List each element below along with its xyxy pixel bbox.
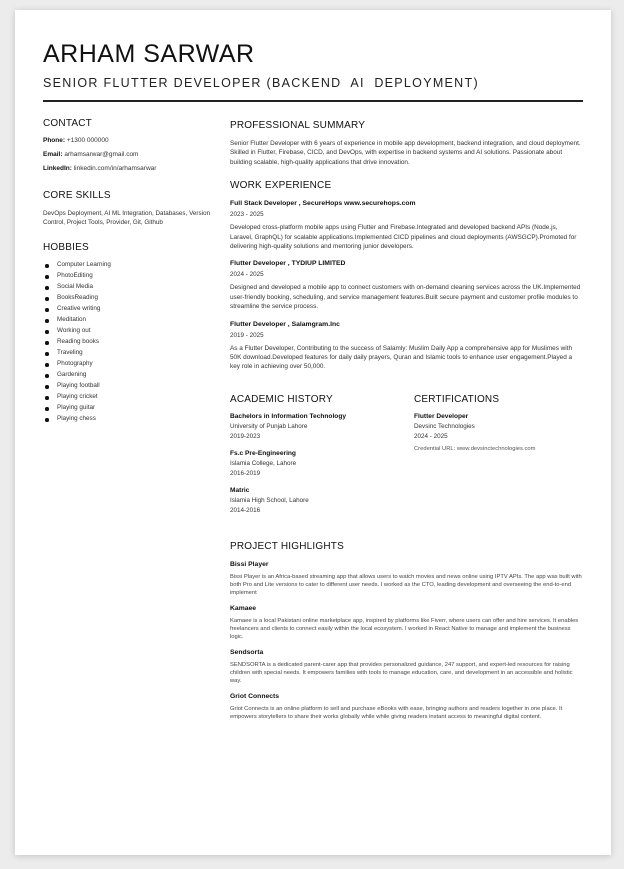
project-name: Kamaee <box>230 604 257 612</box>
hobby-label: Playing cricket <box>57 393 98 400</box>
bullet-icon <box>45 396 49 400</box>
contact-linkedin <box>43 165 218 172</box>
project-description: Kamaee is a local Pakistani online marketplace app, inspired by platforms like Fiverr, where users can offer and hire services. It enables freelancers and clients to connect easily within the local ecosystem. I worked in React Native to manage and implement the business logic. <box>230 617 579 640</box>
bullet-icon <box>45 418 49 422</box>
hobby-label: BooksReading <box>57 294 98 301</box>
project-name: Griot Connects <box>230 692 280 700</box>
degree-name: Matric <box>230 486 250 494</box>
bullet-icon <box>45 374 49 378</box>
school-name: University of Punjab Lahore <box>230 422 308 430</box>
education-dates: 2014-2016 <box>230 506 261 514</box>
skills-heading: CORE SKILLS <box>43 190 111 201</box>
right-column <box>230 120 582 721</box>
job-title: Full Stack Developer , SecureHops www.securehops.com <box>230 200 416 208</box>
email-label: Email: <box>43 151 63 158</box>
bullet-icon <box>45 363 49 367</box>
job-entry <box>230 200 582 251</box>
linkedin-label: LinkedIn: <box>43 165 72 172</box>
hobby-item <box>43 369 218 380</box>
candidate-name: ARHAM SARWAR <box>43 40 255 68</box>
education-dates: 2019-2023 <box>230 432 261 440</box>
email-value[interactable]: arhamsarwar@gmail.com <box>64 151 139 158</box>
project-name: Bissi Player <box>230 560 269 568</box>
hobby-label: Meditation <box>57 316 87 323</box>
school-name: Islamia College, Lahore <box>230 459 297 467</box>
left-column <box>43 118 218 424</box>
contact-heading: CONTACT <box>43 118 92 129</box>
hobby-item <box>43 270 218 281</box>
hobby-label: Traveling <box>57 349 83 356</box>
hobby-label: Playing chess <box>57 415 96 422</box>
bullet-icon <box>45 352 49 356</box>
hobby-item <box>43 347 218 358</box>
hobby-item <box>43 292 218 303</box>
summary-text: Senior Flutter Developer with 6 years of experience in mobile app development, backend integration, and cloud deployment. Skilled in Flutter, Firebase, CICD, and DevOps, with expertise in backend systems and AI solutions. Passionate about building scalable, high-quality applications that drive innovation. <box>230 140 581 166</box>
project-description: SENDSORTA is a dedicated parent-carer app that provides personalized guidance, 247 support, and expert-led resources for raising children with special needs. It empowers families with tools to manage education, care, and development in an accessible and holistic way. <box>230 661 573 684</box>
certification-dates: 2024 - 2025 <box>414 432 448 440</box>
bullet-icon <box>45 319 49 323</box>
hobby-label: Reading books <box>57 338 100 345</box>
project-entry <box>230 649 582 685</box>
job-title: Flutter Developer , Salamgram.Inc <box>230 320 340 328</box>
school-name: Islamia High School, Lahore <box>230 496 309 504</box>
bullet-icon <box>45 297 49 301</box>
phone-label: Phone: <box>43 137 66 144</box>
hobby-item <box>43 336 218 347</box>
hobby-label: Playing guitar <box>57 404 96 411</box>
project-description: Bissi Player is an Africa-based streaming app that allows users to watch movies and news online using IPTV APIs. The app was built with both Pro and Lite versions to cater to different user needs. I worked as the CTO, leading development and overseeing the end-to-end implement <box>230 573 582 596</box>
hobbies-heading: HOBBIES <box>43 242 89 253</box>
hobby-item <box>43 391 218 402</box>
project-entry <box>230 693 582 721</box>
bullet-icon <box>45 308 49 312</box>
projects-heading: PROJECT HIGHLIGHTS <box>230 540 344 552</box>
hobby-item <box>43 402 218 413</box>
hobby-label: Gardening <box>57 371 87 378</box>
hobby-item <box>43 380 218 391</box>
resume-page <box>15 10 611 855</box>
academic-heading: ACADEMIC HISTORY <box>230 393 333 405</box>
certifications-heading: CERTIFICATIONS <box>414 393 500 405</box>
candidate-title: SENIOR FLUTTER DEVELOPER (BACKEND AI DEPLOYMENT) <box>43 76 479 90</box>
bullet-icon <box>45 385 49 389</box>
summary-heading: PROFESSIONAL SUMMARY <box>230 120 366 131</box>
bullet-icon <box>45 330 49 334</box>
bullet-icon <box>45 407 49 411</box>
hobby-label: PhotoEditing <box>57 272 93 279</box>
project-description: Griot Connects is an online platform to sell and purchase eBooks with ease, bringing authors and readers together in one place. It empowers storytellers to share their works globally while while giving readers instant access to meaningful digital content. <box>230 705 563 720</box>
credential-url[interactable]: Credential URL: www.devsinctechnologies.com <box>414 445 536 452</box>
hobby-item <box>43 303 218 314</box>
job-description: As a Flutter Developer, Contributing to the success of Salamly: Muslim Daily App a comprehensive app for Muslimes with 50K download.Developed features for daily daily prayers, Quran and Islamic tools to enhance user engagement.Played a key role in achieving over 50,000. <box>230 344 573 371</box>
certifications-section <box>414 394 584 452</box>
bullet-icon <box>45 264 49 268</box>
hobby-item <box>43 259 218 270</box>
hobby-item <box>43 413 218 424</box>
experience-heading: WORK EXPERIENCE <box>230 180 332 192</box>
bullet-icon <box>45 275 49 279</box>
phone-value: +1300 000000 <box>66 137 109 144</box>
project-name: Sendsorta <box>230 648 264 656</box>
degree-name: Fs.c Pre-Engineering <box>230 449 296 457</box>
education-entry <box>230 413 405 440</box>
hobby-item <box>43 358 218 369</box>
certification-entry <box>414 413 584 452</box>
hobby-label: Photography <box>57 360 93 367</box>
certification-name: Flutter Developer <box>414 412 469 420</box>
academic-section <box>230 394 405 514</box>
education-certification-row <box>230 394 582 529</box>
certification-issuer: Devsinc Technologies <box>414 422 475 430</box>
contact-email <box>43 151 218 158</box>
hobby-label: Computer Learning <box>57 261 111 268</box>
job-title: Flutter Developer , TYDIUP LIMITED <box>230 260 346 268</box>
hobby-label: Working out <box>57 327 91 334</box>
job-dates: 2023 - 2025 <box>230 211 264 219</box>
education-entry <box>230 450 405 477</box>
project-entry <box>230 561 582 597</box>
hobby-label: Playing football <box>57 382 100 389</box>
linkedin-value[interactable]: linkedin.com/in/arhamsarwar <box>73 165 157 172</box>
hobby-label: Social Media <box>57 283 94 290</box>
skills-text: DevOps Deployment, AI ML Integration, Databases, Version Control, Project Tools, Provider, Git, Github <box>43 210 211 226</box>
job-dates: 2024 - 2025 <box>230 271 264 279</box>
job-entry <box>230 321 582 372</box>
education-entry <box>230 487 405 514</box>
job-description: Designed and developed a mobile app to connect customers with on-demand cleaning services across the UK.Implemented user-friendly booking, scheduling, and service management features.Built secure payment and customer profile modules to streamline the service process. <box>230 284 581 311</box>
hobby-label: Creative writing <box>57 305 101 312</box>
degree-name: Bachelors in Information Technology <box>230 412 347 420</box>
hobby-item <box>43 314 218 325</box>
bullet-icon <box>45 286 49 290</box>
job-dates: 2019 - 2025 <box>230 331 264 339</box>
header-divider <box>43 100 583 102</box>
job-entry <box>230 260 582 311</box>
education-dates: 2016-2019 <box>230 469 261 477</box>
resume-header <box>43 40 583 90</box>
project-entry <box>230 605 582 641</box>
contact-phone <box>43 137 218 144</box>
job-description: Developed cross-platform mobile apps using Flutter and Firebase.Integrated and developed backend APIs (Node.js, Laravel, GraphQL) for scalable applications.Implemented CICD pipelines and cloud deployments (AWSGCP).Promoted for delivering high-quality solutions and mentoring junior developers. <box>230 224 577 251</box>
hobby-item <box>43 281 218 292</box>
hobbies-list <box>43 259 218 424</box>
bullet-icon <box>45 341 49 345</box>
hobby-item <box>43 325 218 336</box>
